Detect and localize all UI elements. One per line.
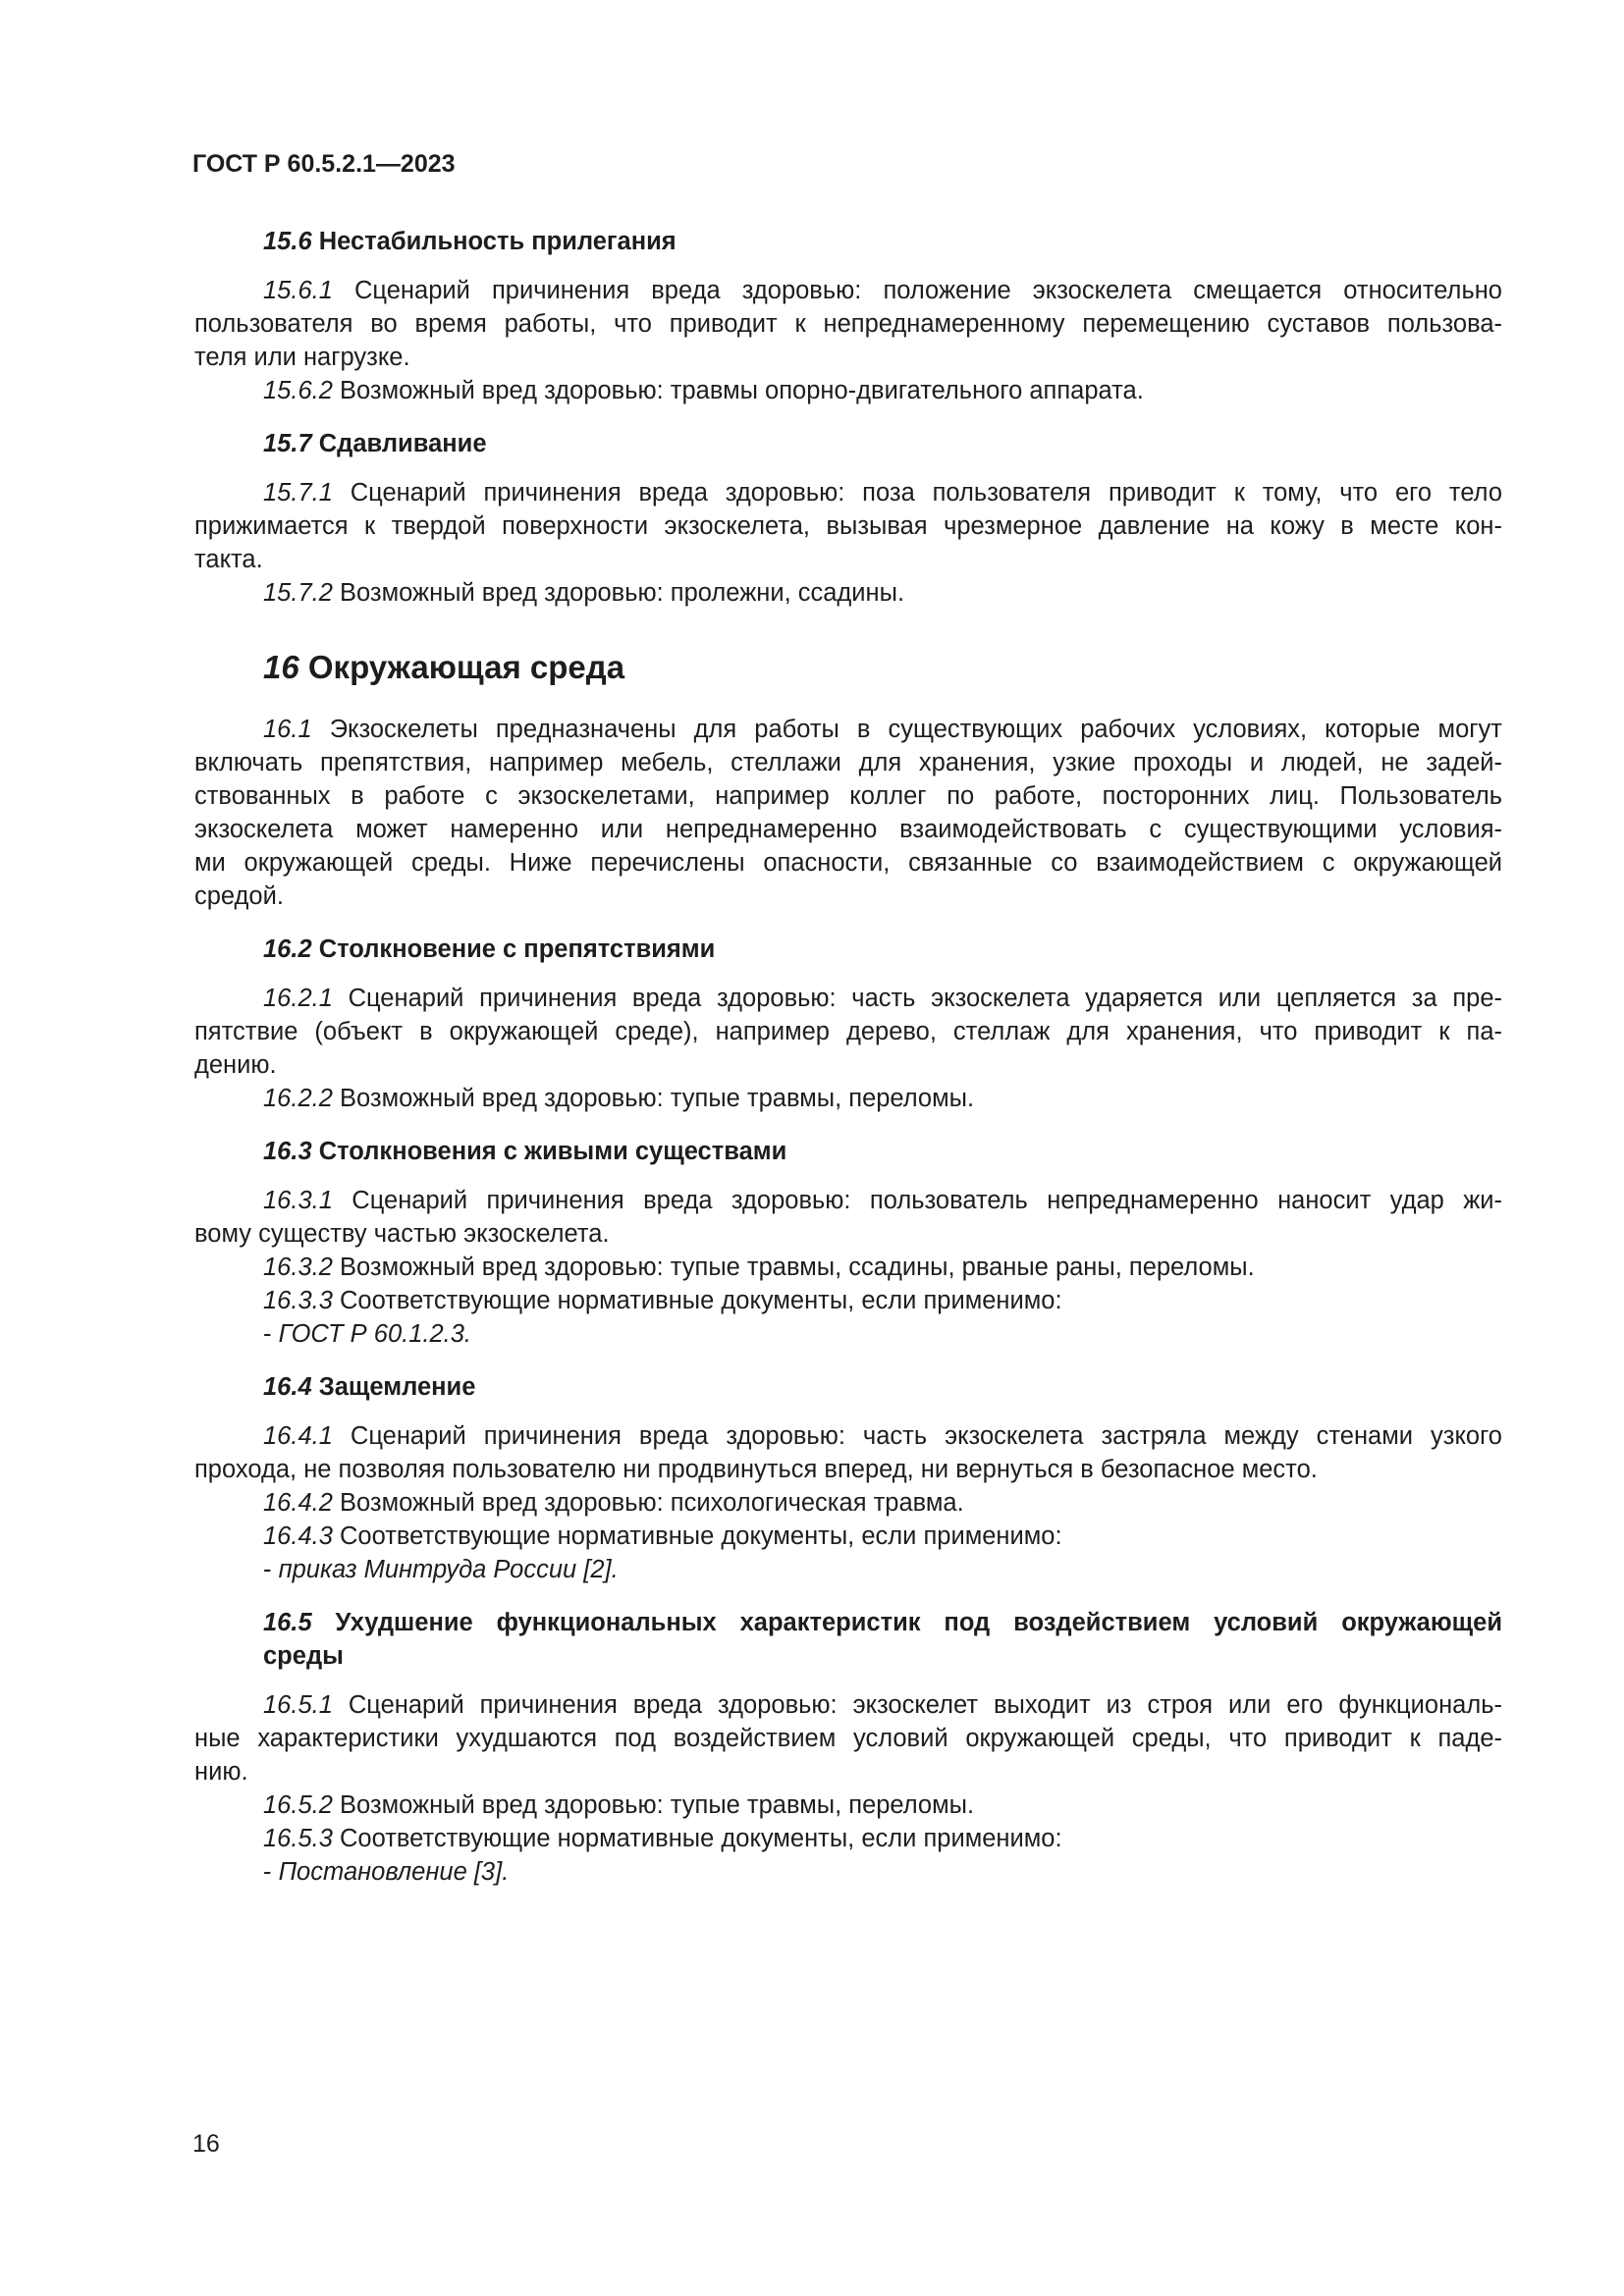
- section-title: Столкновение с препятствиями: [311, 935, 716, 963]
- reference-item: [263, 1317, 471, 1351]
- clause-text: Сценарий причинения вреда здоровью: пользователь непреднамеренно наносит удар жи-: [332, 1187, 1502, 1214]
- reference-text: Постановление [3].: [278, 1858, 510, 1886]
- section-15-6-heading: [263, 225, 677, 258]
- reference-item: [263, 1855, 509, 1889]
- clause-number: 16.3.3: [263, 1287, 333, 1314]
- clause-text: Возможный вред здоровью: тупые травмы, переломы.: [332, 1085, 975, 1112]
- clause-number: 15.7.1: [263, 479, 333, 507]
- clause-16-3-2: [263, 1251, 1255, 1284]
- clause-16-5-1-line-3: нию.: [194, 1758, 248, 1786]
- clause-15-6-2: [263, 374, 1144, 407]
- clause-15-7-1-line-3: такта.: [194, 546, 263, 573]
- clause-text: Соответствующие нормативные документы, если применимо:: [332, 1287, 1062, 1314]
- clause-15-7-2: [263, 576, 904, 610]
- clause-16-1-line-1: [263, 713, 1502, 746]
- clause-text: Возможный вред здоровью: пролежни, ссадины.: [332, 579, 905, 607]
- clause-16-1-line-4: экзоскелета может намеренно или непреднамеренно взаимодействовать с существующими условия-: [194, 816, 1502, 843]
- clause-text: Сценарий причинения вреда здоровью: поза пользователя приводит к тому, что его тело: [332, 479, 1502, 507]
- clause-16-4-3: [263, 1520, 1062, 1553]
- list-dash: -: [263, 1320, 279, 1348]
- section-16-4-heading: [263, 1370, 475, 1404]
- list-dash: -: [263, 1858, 279, 1886]
- clause-16-1-line-5: ми окружающей среды. Ниже перечислены опасности, связанные со взаимодействием с окружающей: [194, 849, 1502, 877]
- clause-text: Сценарий причинения вреда здоровью: часть экзоскелета застряла между стенами узкого: [332, 1422, 1502, 1450]
- document-header: ГОСТ Р 60.5.2.1—2023: [192, 150, 456, 178]
- page-number: 16: [192, 2130, 220, 2158]
- section-number: 16.3: [263, 1138, 312, 1165]
- clause-16-4-2: [263, 1486, 964, 1520]
- clause-number: 16.4.1: [263, 1422, 333, 1450]
- clause-16-3-3: [263, 1284, 1062, 1317]
- section-title: Столкновения с живыми существами: [311, 1138, 787, 1165]
- reference-item: [263, 1553, 619, 1586]
- section-number: 16.5: [263, 1609, 312, 1636]
- clause-15-6-1-line-1: [263, 274, 1502, 307]
- clause-text: Экзоскелеты предназначены для работы в существующих рабочих условиях, которые могут: [311, 716, 1502, 743]
- clause-15-6-1-line-2: пользователя во время работы, что приводит к непреднамеренному перемещению суставов пользова-: [194, 310, 1502, 338]
- clause-16-5-2: [263, 1789, 974, 1822]
- reference-text: ГОСТ Р 60.1.2.3.: [278, 1320, 472, 1348]
- clause-number: 16.2.2: [263, 1085, 333, 1112]
- section-number: 16: [263, 649, 299, 685]
- clause-number: 15.6.1: [263, 277, 333, 304]
- clause-16-1-line-2: включать препятствия, например мебель, стеллажи для хранения, узкие проходы и людей, не задей-: [194, 749, 1502, 776]
- section-number: 15.7: [263, 430, 312, 457]
- clause-number: 16.4.3: [263, 1522, 333, 1550]
- section-number: 16.4: [263, 1373, 312, 1401]
- section-title: Нестабильность прилегания: [311, 228, 677, 255]
- clause-16-4-1-line-1: [263, 1419, 1502, 1453]
- clause-16-2-1-line-2: пятствие (объект в окружающей среде), например дерево, стеллаж для хранения, что приводит к па-: [194, 1018, 1502, 1045]
- section-title: Защемление: [311, 1373, 476, 1401]
- section-title: Ухудшение функциональных характеристик под воздействием условий окружающей: [311, 1609, 1502, 1636]
- clause-16-5-1-line-1: [263, 1688, 1502, 1722]
- section-16-2-heading: [263, 933, 715, 966]
- clause-16-4-1-line-2: прохода, не позволяя пользователю ни продвинуться вперед, ни вернуться в безопасное место.: [194, 1456, 1318, 1483]
- clause-text: Возможный вред здоровью: тупые травмы, ссадины, рваные раны, переломы.: [332, 1254, 1255, 1281]
- clause-number: 16.3.1: [263, 1187, 333, 1214]
- clause-16-1-line-6: средой.: [194, 882, 284, 910]
- section-number: 15.6: [263, 228, 312, 255]
- section-15-7-heading: [263, 427, 487, 460]
- clause-number: 16.2.1: [263, 985, 333, 1012]
- clause-number: 16.3.2: [263, 1254, 333, 1281]
- section-16-3-heading: [263, 1135, 786, 1168]
- section-16-heading: [263, 646, 624, 689]
- clause-text: Возможный вред здоровью: травмы опорно-двигательного аппарата.: [332, 377, 1144, 404]
- clause-16-2-1-line-1: [263, 982, 1502, 1015]
- clause-text: Возможный вред здоровью: тупые травмы, переломы.: [332, 1791, 975, 1819]
- clause-16-5-3: [263, 1822, 1062, 1855]
- clause-text: Соответствующие нормативные документы, если применимо:: [332, 1825, 1062, 1852]
- clause-number: 16.5.1: [263, 1691, 333, 1719]
- clause-16-2-2: [263, 1082, 974, 1115]
- section-16-5-heading-line-1: [263, 1606, 1502, 1639]
- section-title: Окружающая среда: [298, 649, 625, 685]
- clause-16-3-1-line-2: вому существу частью экзоскелета.: [194, 1220, 610, 1248]
- clause-number: 15.7.2: [263, 579, 333, 607]
- clause-text: Возможный вред здоровью: психологическая травма.: [332, 1489, 964, 1517]
- clause-15-6-1-line-3: теля или нагрузке.: [194, 344, 410, 371]
- clause-number: 15.6.2: [263, 377, 333, 404]
- list-dash: -: [263, 1556, 279, 1583]
- clause-number: 16.1: [263, 716, 312, 743]
- clause-16-3-1-line-1: [263, 1184, 1502, 1217]
- clause-number: 16.5.3: [263, 1825, 333, 1852]
- section-number: 16.2: [263, 935, 312, 963]
- clause-text: Соответствующие нормативные документы, если применимо:: [332, 1522, 1062, 1550]
- clause-16-1-line-3: ствованных в работе с экзоскелетами, например коллег по работе, посторонних лиц. Пользователь: [194, 782, 1502, 810]
- clause-15-7-1-line-1: [263, 476, 1502, 509]
- clause-16-5-1-line-2: ные характеристики ухудшаются под воздействием условий окружающей среды, что приводит к паде-: [194, 1725, 1502, 1752]
- section-16-5-heading-line-2: среды: [263, 1642, 344, 1670]
- clause-16-2-1-line-3: дению.: [194, 1051, 277, 1079]
- reference-text: приказ Минтруда России [2].: [278, 1556, 619, 1583]
- clause-text: Сценарий причинения вреда здоровью: экзоскелет выходит из строя или его функциональ-: [332, 1691, 1502, 1719]
- clause-number: 16.5.2: [263, 1791, 333, 1819]
- clause-15-7-1-line-2: прижимается к твердой поверхности экзоскелета, вызывая чрезмерное давление на кожу в месте кон-: [194, 512, 1502, 540]
- clause-number: 16.4.2: [263, 1489, 333, 1517]
- clause-text: Сценарий причинения вреда здоровью: положение экзоскелета смещается относительно: [332, 277, 1502, 304]
- section-title: Сдавливание: [311, 430, 487, 457]
- clause-text: Сценарий причинения вреда здоровью: часть экзоскелета ударяется или цепляется за пре-: [332, 985, 1502, 1012]
